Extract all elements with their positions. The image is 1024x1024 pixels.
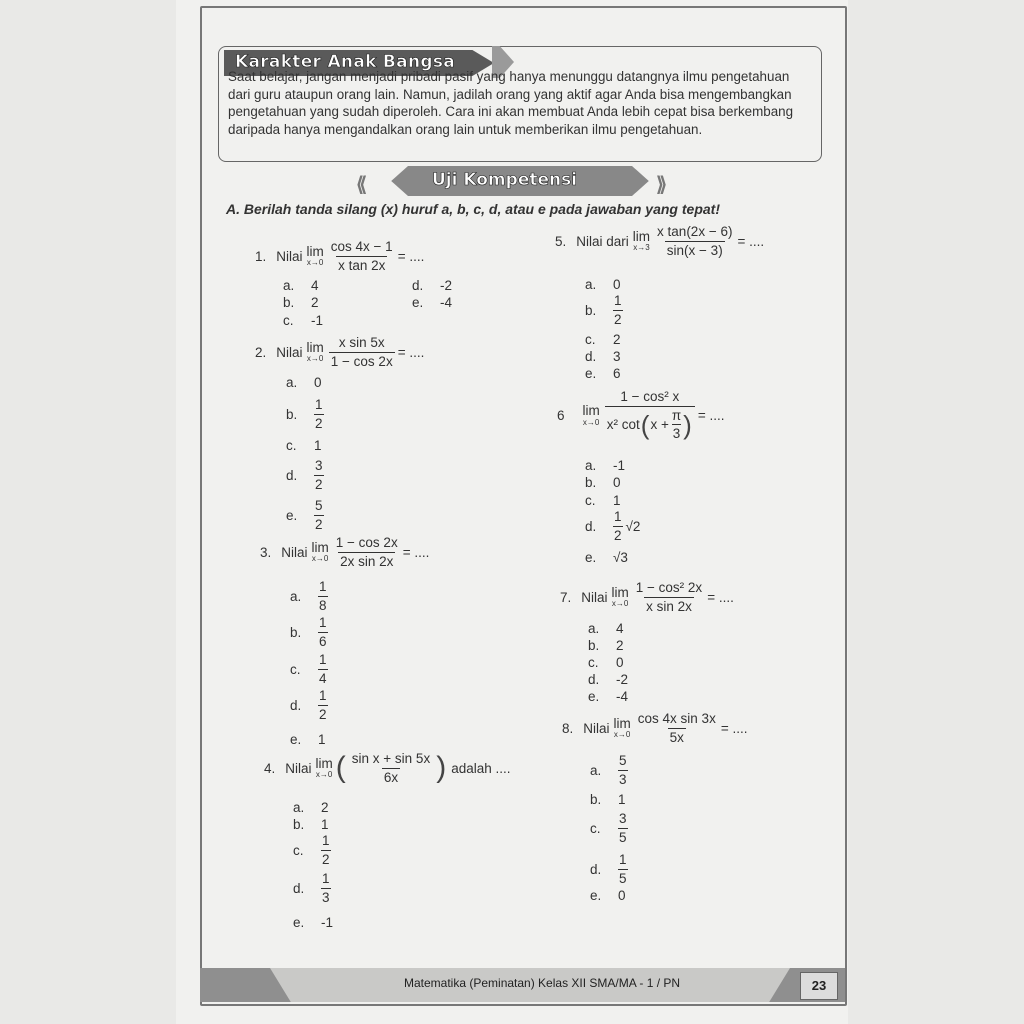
lim-sub: x→0 — [613, 730, 631, 740]
lim-sub: x→0 — [306, 354, 324, 364]
limit — [612, 586, 629, 609]
option-a[interactable] — [590, 754, 628, 786]
option-letter: b. — [283, 295, 295, 310]
pi-fraction — [671, 409, 682, 441]
q-prefix: Nilai dari — [576, 233, 629, 249]
q-number: 3. — [260, 544, 272, 560]
option-b[interactable] — [590, 792, 626, 807]
numerator: 1 — [315, 397, 323, 412]
option-value: 0 — [616, 655, 624, 670]
option-fraction — [314, 398, 324, 430]
q-suffix: = .... — [720, 720, 748, 736]
option-letter: a. — [286, 375, 298, 390]
option-a[interactable] — [286, 375, 322, 390]
question-3 — [260, 536, 429, 568]
option-a[interactable] — [283, 278, 319, 293]
den-inner: x + — [650, 416, 669, 432]
karakter-title: Karakter Anak Bangsa — [235, 52, 456, 72]
lim-sub: x→0 — [306, 258, 324, 268]
option-letter: a. — [590, 762, 602, 778]
denominator: 2 — [315, 516, 323, 532]
option-letter: a. — [283, 278, 295, 293]
lim-sub: x→0 — [311, 554, 329, 564]
numerator: 3 — [619, 811, 627, 826]
option-b[interactable] — [585, 294, 623, 326]
lim-text: lim — [306, 243, 324, 259]
option-value: √2 — [625, 518, 641, 534]
q-prefix: Nilai — [581, 589, 608, 605]
option-value: -1 — [311, 313, 324, 328]
q-suffix: = .... — [402, 544, 430, 560]
option-value: -2 — [616, 672, 629, 687]
lim-text: lim — [311, 539, 329, 555]
option-letter: e. — [286, 507, 298, 523]
paren-open: ( — [335, 751, 346, 784]
denominator: 1 − cos 2x — [330, 353, 393, 369]
option-c[interactable] — [286, 438, 322, 453]
option-c[interactable] — [588, 655, 624, 670]
option-c[interactable] — [590, 812, 628, 844]
option-fraction — [613, 510, 623, 542]
option-value: 6 — [613, 366, 621, 381]
option-fraction — [318, 689, 328, 721]
option-value: 0 — [613, 277, 621, 292]
option-letter: d. — [286, 467, 298, 483]
denominator: 4 — [319, 670, 327, 686]
option-fraction — [618, 853, 628, 885]
option-value: 2 — [613, 332, 621, 347]
option-value: 0 — [613, 475, 621, 490]
q-suffix: = .... — [737, 233, 765, 249]
q-number: 2. — [255, 344, 267, 360]
denominator: 6x — [383, 769, 399, 785]
q-number: 5. — [555, 233, 567, 249]
option-b[interactable] — [290, 616, 328, 648]
option-letter: c. — [290, 661, 301, 677]
option-c[interactable] — [283, 313, 323, 328]
option-letter: b. — [585, 475, 597, 490]
uji-title: Uji Kompetensi — [432, 170, 578, 190]
option-value: 1 — [613, 493, 621, 508]
q-prefix: Nilai — [276, 344, 303, 360]
numerator: cos 4x sin 3x — [637, 711, 716, 726]
q-number: 8. — [562, 720, 574, 736]
option-d[interactable] — [590, 853, 628, 885]
denominator: 2x sin 2x — [340, 553, 394, 569]
option-fraction — [613, 294, 623, 326]
fraction — [605, 390, 695, 441]
option-e[interactable] — [585, 550, 628, 565]
option-value: 0 — [618, 888, 626, 903]
option-value: 0 — [314, 375, 322, 390]
denominator: 3 — [672, 426, 681, 441]
limit — [316, 757, 333, 780]
numerator: 5 — [619, 753, 627, 768]
option-letter: c. — [590, 820, 601, 836]
option-letter: b. — [588, 638, 600, 653]
footer-text: Matematika (Peminatan) Kelas XII SMA/MA - 1 / PN — [404, 976, 681, 990]
option-fraction — [618, 754, 628, 786]
option-letter: b. — [585, 302, 597, 318]
option-letter: e. — [585, 550, 597, 565]
option-letter: d. — [585, 349, 597, 364]
fraction — [334, 536, 400, 568]
option-d[interactable] — [588, 672, 628, 687]
option-letter: b. — [293, 817, 305, 832]
den-pre: x² cot — [606, 416, 640, 432]
option-letter: c. — [588, 655, 599, 670]
option-fraction — [318, 616, 328, 648]
numerator: 1 − cos 2x — [335, 535, 398, 550]
karakter-text — [228, 68, 818, 138]
karakter-line: pengetahuan yang sudah diperoleh. Cara ini akan membuat Anda lebih cepat bisa berkembang — [228, 104, 794, 119]
lim-text: lim — [582, 403, 600, 418]
denominator: 3 — [619, 771, 627, 787]
option-value: -1 — [613, 458, 626, 473]
option-value: -1 — [321, 915, 334, 930]
option-letter: a. — [290, 588, 302, 604]
option-a[interactable] — [588, 621, 624, 636]
option-letter: d. — [585, 518, 597, 534]
option-letter: e. — [590, 888, 602, 903]
option-letter: b. — [590, 792, 602, 807]
option-b[interactable] — [293, 817, 329, 832]
option-letter: e. — [412, 295, 424, 310]
option-letter: a. — [585, 277, 597, 292]
denominator: 2 — [315, 476, 323, 492]
fraction — [329, 336, 395, 368]
denominator: 6 — [319, 633, 327, 649]
option-e[interactable] — [585, 366, 621, 381]
option-c[interactable] — [293, 834, 331, 866]
option-d[interactable] — [585, 349, 621, 364]
option-c[interactable] — [585, 332, 621, 347]
option-letter: e. — [290, 732, 302, 747]
option-value: 1 — [321, 817, 329, 832]
option-letter: c. — [585, 332, 596, 347]
option-fraction — [318, 653, 328, 685]
option-value: -4 — [440, 295, 453, 310]
fraction — [636, 712, 718, 744]
option-value: 1 — [618, 792, 626, 807]
option-b[interactable] — [588, 638, 624, 653]
lim-sub: x→0 — [611, 599, 629, 609]
denominator: sin(x − 3) — [666, 242, 723, 258]
numerator: 5 — [315, 498, 323, 513]
q-suffix: adalah .... — [451, 760, 511, 776]
numerator: 1 — [322, 833, 330, 848]
numerator: x sin 5x — [338, 335, 385, 350]
fraction — [634, 581, 704, 613]
limit — [583, 404, 600, 427]
numerator: 1 − cos² 2x — [635, 580, 703, 595]
lim-sub: x→0 — [582, 417, 600, 427]
option-value: 4 — [616, 621, 624, 636]
option-value: 2 — [321, 800, 329, 815]
option-letter: a. — [588, 621, 600, 636]
option-fraction — [314, 459, 324, 491]
option-a[interactable] — [585, 458, 625, 473]
q-number: 6 — [557, 407, 565, 423]
denominator: 5 — [619, 829, 627, 845]
question-6 — [557, 390, 724, 441]
option-letter: d. — [293, 880, 305, 896]
q-prefix: Nilai — [281, 544, 308, 560]
q-prefix: Nilai — [583, 720, 610, 736]
numerator: 1 − cos² x — [620, 389, 680, 404]
option-fraction — [321, 834, 331, 866]
option-d[interactable] — [293, 872, 331, 904]
lim-text: lim — [315, 755, 333, 771]
option-d[interactable] — [290, 689, 328, 721]
option-letter: d. — [412, 278, 424, 293]
denominator: 2 — [614, 527, 622, 543]
option-value: -2 — [440, 278, 453, 293]
option-letter: c. — [585, 493, 596, 508]
option-value: √3 — [613, 550, 628, 565]
numerator: 1 — [319, 579, 327, 594]
karakter-line: dari guru ataupun orang lain. Namun, jadilah orang yang aktif agar Anda bisa mengembangkan — [228, 86, 792, 102]
option-letter: c. — [286, 438, 297, 453]
option-value: 4 — [311, 278, 319, 293]
numerator: 1 — [619, 852, 627, 867]
option-fraction — [321, 872, 331, 904]
q-number: 1. — [255, 248, 267, 264]
fraction — [329, 240, 395, 272]
question-8 — [562, 712, 747, 744]
paren-open: ( — [640, 409, 650, 440]
denominator: 3 — [322, 889, 330, 905]
option-value: 3 — [613, 349, 621, 364]
option-a[interactable] — [585, 277, 621, 292]
denominator: 2 — [614, 311, 622, 327]
option-letter: c. — [283, 313, 294, 328]
paren-close: ) — [436, 751, 447, 784]
option-value: 1 — [318, 732, 326, 747]
option-letter: d. — [290, 697, 302, 713]
numerator: 1 — [614, 293, 622, 308]
limit — [307, 245, 324, 268]
option-b[interactable] — [585, 475, 621, 490]
option-value: 2 — [616, 638, 624, 653]
q-suffix: = .... — [697, 407, 725, 423]
option-e[interactable] — [286, 499, 324, 531]
option-a[interactable] — [290, 580, 328, 612]
lim-text: lim — [613, 715, 631, 731]
option-letter: d. — [590, 861, 602, 877]
question-2 — [255, 336, 424, 368]
option-b[interactable] — [286, 398, 324, 430]
option-c[interactable] — [290, 653, 328, 685]
page-number: 23 — [800, 972, 838, 1000]
q-number: 4. — [264, 760, 276, 776]
q-number: 7. — [560, 589, 572, 605]
option-e[interactable] — [588, 689, 628, 704]
option-letter: a. — [293, 800, 305, 815]
option-letter: a. — [585, 458, 597, 473]
denominator: 2 — [322, 851, 330, 867]
limit — [633, 230, 650, 253]
option-e[interactable] — [290, 732, 326, 747]
numerator: 1 — [319, 688, 327, 703]
option-fraction — [314, 499, 324, 531]
question-1 — [255, 240, 424, 272]
q-suffix: = .... — [707, 589, 734, 605]
option-letter: e. — [585, 366, 597, 381]
karakter-line: Saat belajar, jangan menjadi pribadi pasif yang hanya menunggu datangnya ilmu pengetahuan — [228, 69, 790, 84]
option-b[interactable] — [283, 295, 319, 310]
denominator: x sin 2x — [646, 598, 692, 614]
denominator: x tan 2x — [338, 257, 386, 273]
numerator: cos 4x − 1 — [330, 239, 393, 254]
numerator: 1 — [322, 871, 330, 886]
option-e[interactable] — [590, 888, 626, 903]
option-e[interactable] — [293, 915, 333, 930]
q-suffix: = .... — [397, 344, 425, 360]
option-d[interactable] — [412, 278, 452, 293]
option-fraction — [618, 812, 628, 844]
option-letter: e. — [293, 915, 305, 930]
option-c[interactable] — [585, 493, 621, 508]
numerator: 1 — [319, 652, 327, 667]
lim-text: lim — [611, 584, 629, 600]
numerator: sin x + sin 5x — [351, 751, 431, 766]
question-4 — [264, 752, 511, 784]
numerator: 1 — [319, 615, 327, 630]
limit — [614, 717, 631, 740]
option-letter: b. — [286, 406, 298, 422]
option-e[interactable] — [412, 295, 452, 310]
denominator: 8 — [319, 597, 327, 613]
lim-text: lim — [306, 339, 324, 355]
q-prefix: Nilai — [285, 760, 312, 776]
chevron-right-icon: ⟫ — [656, 174, 668, 196]
option-value: 1 — [314, 438, 322, 453]
option-letter: e. — [588, 689, 600, 704]
option-value: 2 — [311, 295, 319, 310]
numerator: x tan(2x − 6) — [657, 224, 733, 239]
option-letter: b. — [290, 624, 302, 640]
limit — [312, 541, 329, 564]
question-5 — [555, 225, 764, 257]
q-suffix: = .... — [397, 248, 425, 264]
option-letter: d. — [588, 672, 600, 687]
paren-close: ) — [683, 409, 692, 440]
question-7 — [560, 581, 734, 613]
numerator: 1 — [614, 509, 622, 524]
option-value: -4 — [616, 689, 629, 704]
denominator: 5 — [619, 870, 627, 886]
limit — [307, 341, 324, 364]
chevron-left-icon: ⟪ — [356, 174, 368, 196]
option-letter: c. — [293, 842, 304, 858]
denominator: 2 — [315, 415, 323, 431]
lim-sub: x→3 — [633, 243, 650, 253]
karakter-line: daripada hanya mengandalkan orang lain untuk memberikan ilmu pengetahuan. — [228, 121, 703, 137]
numerator: 3 — [315, 458, 323, 473]
denominator — [605, 406, 695, 441]
lim-sub: x→0 — [315, 770, 333, 780]
option-d[interactable] — [585, 510, 640, 542]
numerator: π — [671, 407, 682, 423]
option-a[interactable] — [293, 800, 329, 815]
instruction: A. Berilah tanda silang (x) huruf a, b, c, d, atau e pada jawaban yang tepat! — [226, 201, 720, 217]
option-fraction — [318, 580, 328, 612]
denominator: 5x — [669, 729, 684, 745]
fraction — [350, 752, 432, 784]
lim-text: lim — [632, 228, 651, 244]
fraction — [655, 225, 734, 257]
q-prefix: Nilai — [276, 248, 303, 264]
option-d[interactable] — [286, 459, 324, 491]
denominator: 2 — [319, 706, 327, 722]
